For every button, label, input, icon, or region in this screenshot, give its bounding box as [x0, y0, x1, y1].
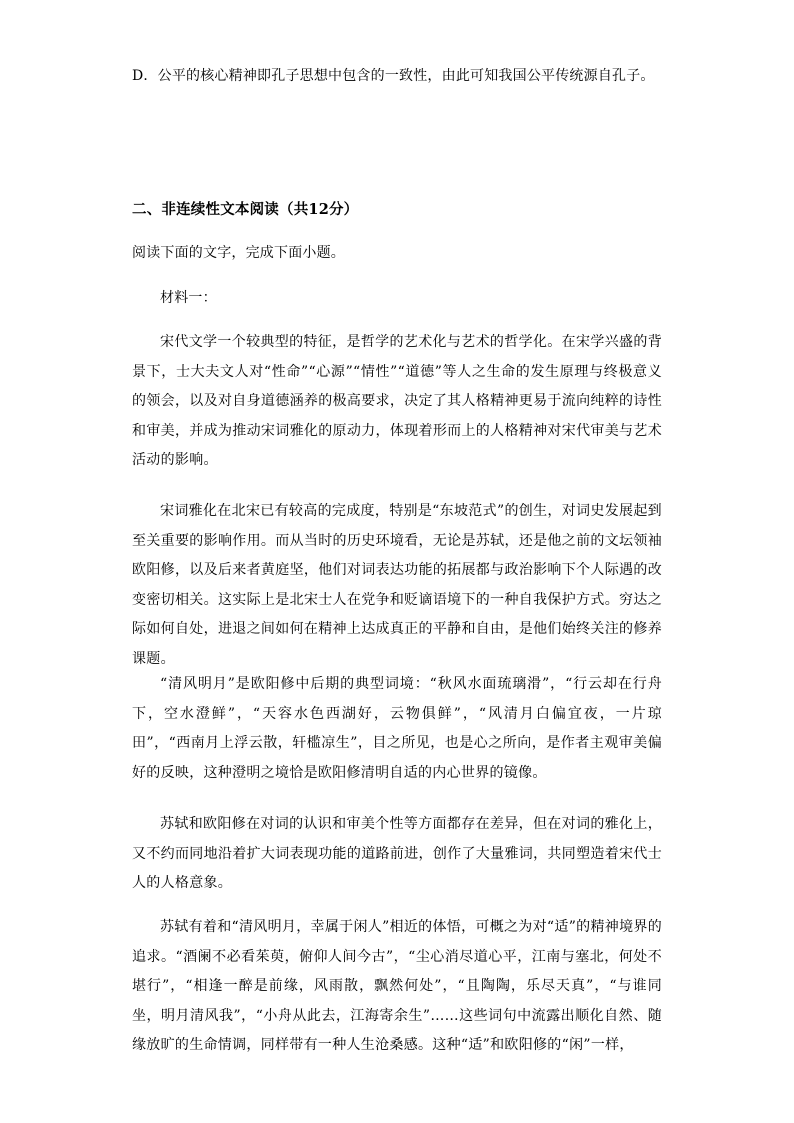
material-label: 材料一： [160, 290, 217, 306]
paragraph-5: 苏轼有着和“清风明月，幸属于闲人”相近的体悟，可概之为对“适”的精神境界的追求。“酒阑不必看茱萸，俯仰人间今古”，“尘心消尽道心平，江南与塞北，何处不堪行”，“相逢一醉是前缘，风雨散，飘然何处”，“且陶陶，乐尽天真”，“与谁同坐，明月清风我”，“小舟从此去，江海寄余生”……这些词句中流露出顺化自然、随缘放旷的生命情调，同样带有一种人生沧桑感。这种“适”和欧阳修的“闲”一样， [132, 919, 662, 1053]
paragraph-3: “清风明月”是欧阳修中后期的典型词境：“秋风水面琉璃滑”，“行云却在行舟下，空水澄鲜”，“天容水色西湖好，云物俱鲜”，“风清月白偏宜夜，一片琼田”，“西南月上浮云散，轩槛凉生”，目之所见，也是心之所向，是作者主观审美偏好的反映，这种澄明之境恰是欧阳修清明自适的内心世界的镜像。 [132, 676, 662, 781]
section-title: 二、非连续性文本阅读（共12分） [132, 201, 359, 218]
paragraph-2: 宋词雅化在北宋已有较高的完成度，特别是“东坡范式”的创生，对词史发展起到至关重要的影响作用。而从当时的历史环境看，无论是苏轼，还是他之前的文坛领袖欧阳修，以及后来者黄庭坚，他们对词表达功能的拓展都与政治影响下个人际遇的改变密切相关。这实际上是北宋士人在党争和贬谪语境下的一种自我保护方式。穷达之际如何自处，进退之间如何在精神上达成真正的平静和自由，是他们始终关注的修养课题。 [132, 503, 662, 667]
option-d-text: D．公平的核心精神即孔子思想中包含的一致性，由此可知我国公平传统源自孔子。 [132, 68, 655, 84]
paragraph-4: 苏轼和欧阳修在对词的认识和审美个性等方面都存在差异，但在对词的雅化上，又不约而同地沿着扩大词表现功能的道路前进，创作了大量雅词，共同塑造着宋代士人的人格意象。 [132, 816, 662, 891]
paragraph-1: 宋代文学一个较典型的特征，是哲学的艺术化与艺术的哲学化。在宋学兴盛的背景下，士大夫文人对“性命”“心源”“情性”“道德”等人之生命的发生原理与终极意义的领会，以及对自身道德涵养的极高要求，决定了其人格精神更易于流向纯粹的诗性和审美，并成为推动宋词雅化的原动力，体现着形而上的人格精神对宋代审美与艺术活动的影响。 [132, 334, 662, 468]
instruction-text: 阅读下面的文字，完成下面小题。 [132, 245, 345, 261]
